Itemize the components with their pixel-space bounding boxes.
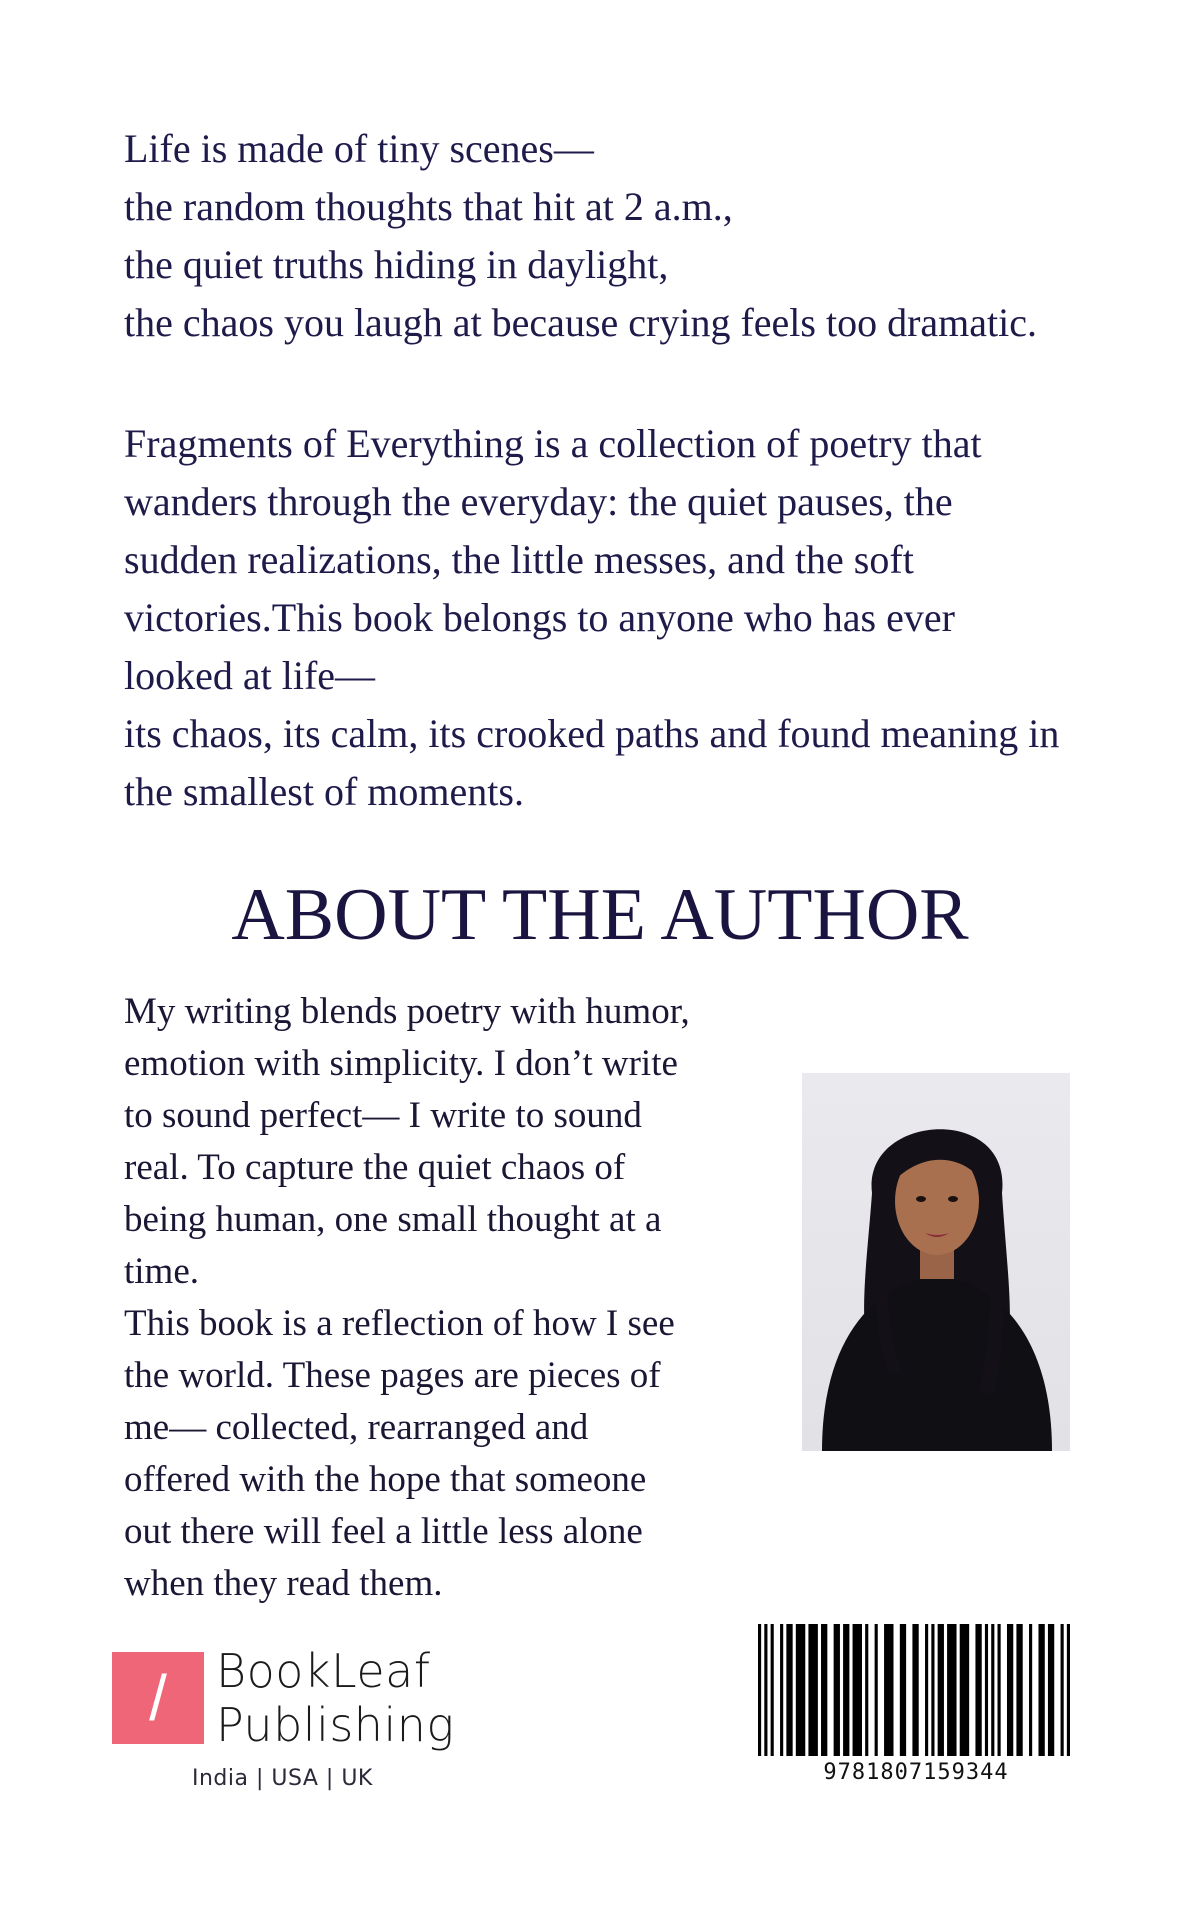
bio-line: to sound perfect— I write to sound [124,1095,642,1136]
intro-poem [124,120,1124,352]
publisher-logo [112,1644,472,1791]
barcode-bar [821,1624,827,1756]
barcode-bar [758,1624,761,1756]
barcode-bar [960,1624,969,1756]
bio-line: time. [124,1251,200,1292]
barcode-bar [947,1624,956,1756]
description-line: looked at life— [124,653,376,698]
barcode-bar [1061,1624,1064,1756]
bio-line: when they read them. [124,1563,443,1604]
barcode-bar [771,1624,774,1756]
bio-line: being human, one small thought at a [124,1199,662,1240]
book-description [124,415,1124,821]
barcode-bar [1048,1624,1054,1756]
barcode-bar [925,1624,928,1756]
poem-line: the random thoughts that hit at 2 a.m., [124,184,733,229]
barcode-bar [884,1624,893,1756]
publisher-name-line1: BookLeaf [216,1644,431,1698]
about-author-heading: ABOUT THE AUTHOR [231,874,969,956]
barcode-bar [1038,1624,1044,1756]
bio-line: offered with the hope that someone [124,1459,647,1500]
barcode-bar [1007,1624,1013,1756]
barcode-bars [756,1624,1076,1756]
bio-line: real. To capture the quiet chaos of [124,1147,626,1188]
description-line: the smallest of moments. [124,769,524,814]
barcode-bar [1029,1624,1032,1756]
author-portrait-illustration [802,1073,1070,1451]
barcode-bar [998,1624,1001,1756]
barcode-bar [912,1624,918,1756]
barcode-bar [875,1624,878,1756]
barcode-bar [808,1624,817,1756]
description-line: its chaos, its calm, its crooked paths and found meaning in [124,711,1060,756]
barcode-bar [834,1624,840,1756]
bio-line: This book is a reflection of how I see [124,1303,675,1344]
bio-line: out there will feel a little less alone [124,1511,643,1552]
poem-line: the chaos you laugh at because crying feels too dramatic. [124,300,1037,345]
poem-line: the quiet truths hiding in daylight, [124,242,669,287]
barcode-bar [985,1624,988,1756]
description-line: victories.This book belongs to anyone who has ever [124,595,955,640]
barcode-bar [865,1624,868,1756]
publisher-name [216,1644,455,1752]
barcode-bar [938,1624,944,1756]
barcode-bar [931,1624,934,1756]
barcode-bar [991,1624,994,1756]
barcode-bar [900,1624,906,1756]
description-line: Fragments of Everything is a collection of poetry that [124,421,982,466]
barcode-bar [843,1624,849,1756]
poem-line: Life is made of tiny scenes— [124,126,594,171]
barcode-bar [1067,1624,1070,1756]
publisher-regions: India | USA | UK [192,1766,373,1791]
isbn-number: 9781807159344 [823,1760,1009,1785]
bio-line: the world. These pages are pieces of [124,1355,661,1396]
publisher-name-line2: Publishing [216,1698,455,1752]
barcode-bar [764,1624,767,1756]
barcode-bar [975,1624,981,1756]
barcode-bar [1016,1624,1022,1756]
publisher-mark-icon: / [112,1652,204,1744]
barcode-bar [786,1624,792,1756]
bio-line: My writing blends poetry with humor, [124,991,690,1032]
author-photo [802,1073,1070,1451]
bio-line: me— collected, rearranged and [124,1407,589,1448]
author-bio [124,986,784,1610]
barcode-bar [853,1624,862,1756]
isbn-barcode [756,1624,1076,1784]
bio-line: emotion with simplicity. I don’t write [124,1043,678,1084]
description-line: sudden realizations, the little messes, and the soft [124,537,914,582]
description-line: wanders through the everyday: the quiet pauses, the [124,479,953,524]
barcode-bar [796,1624,805,1756]
barcode-bar [780,1624,783,1756]
